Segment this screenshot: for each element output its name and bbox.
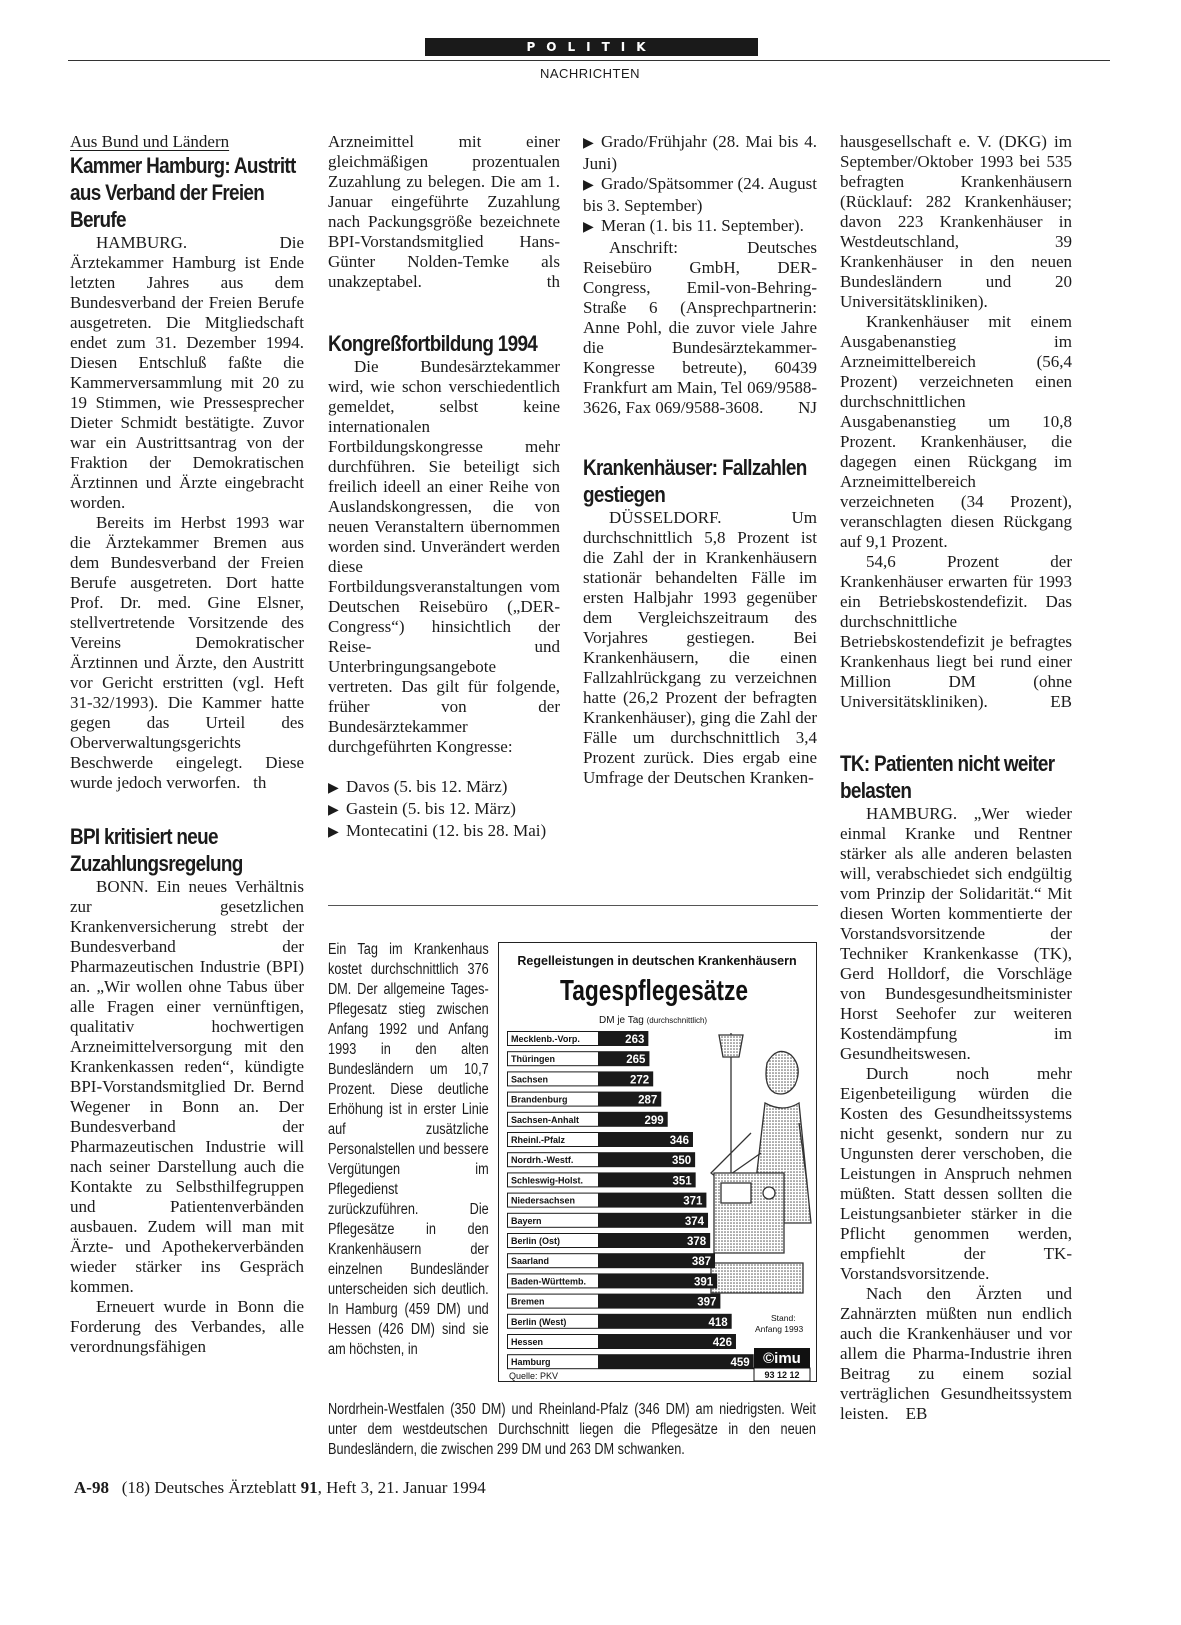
chart-supertitle: Regelleistungen in deutschen Krankenhäusern	[517, 954, 797, 968]
chart-code: 93 12 12	[764, 1370, 800, 1380]
list-item: ▶ Gastein (5. bis 12. März)	[328, 799, 560, 821]
stand-label: Stand:	[771, 1313, 796, 1323]
chart-title: Tagespflegesätze	[560, 975, 748, 1007]
header-rule	[68, 60, 1110, 61]
category-label: Bremen	[511, 1296, 545, 1307]
volume-number: 91	[300, 1478, 318, 1497]
list-item: ▶ Grado/Spätsommer (24. August bis 3. September)	[583, 174, 817, 215]
column-2	[328, 132, 560, 843]
category-label: Thüringen	[511, 1054, 555, 1065]
headline-kongressfortbildung: Kongreßfortbildung 1994	[328, 331, 538, 356]
value-label: 346	[669, 1135, 689, 1147]
chart-top-rule	[328, 905, 818, 906]
category-label: Berlin (Ost)	[511, 1236, 561, 1246]
triangle-bullet-icon: ▶	[328, 825, 339, 840]
value-label: 350	[671, 1155, 692, 1168]
article-paragraph: 54,6 Prozent der Krankenhäuser erwarten für 1993 ein Betriebskostendefizit. Das durchschnittliche Betriebskostendefizit je befragtes Krankenhaus liegt bei rund einer Million DM (ohne Universitätskliniken).	[840, 552, 1072, 711]
page-footer	[74, 1478, 486, 1498]
article-paragraph: BONN. Ein neues Verhältnis zur gesetzlichen Krankenversicherung strebt der Bundesverband der Pharmazeutischen Industrie (BPI) an. „Wir wollen ohne Tabus über alle Fragen einer vernünftigen, qualitativ hochwertigen Arzneimittelversorgung mit den Krankenkassen reden“, kündigte BPI-Vorstandsmitglied Dr. Bernd Wegener in Bonn an. Der Bundesverband der Pharmazeutischen Industrie will nach seiner Darstellung auch die Kontakte zu Selbsthilfegruppen und Patientenverbänden ausbauen. Zudem will man mit Ärzte- und Apothekerverbänden wieder stärker ins Gespräch kommen.	[70, 877, 304, 1296]
value-label: 299	[644, 1114, 664, 1127]
category-label: Saarland	[511, 1256, 550, 1267]
category-label: Baden-Württemb.	[511, 1276, 586, 1287]
section-banner: POLITIK	[425, 38, 758, 56]
value-label: 426	[712, 1337, 732, 1349]
category-label: Niedersachsen	[511, 1195, 576, 1206]
value-label: 391	[693, 1276, 714, 1289]
page-number: A-98	[74, 1478, 109, 1497]
article-paragraph: Arzneimittel mit einer gleichmäßigen prozentualen Zuzahlung zu belegen. Die am 1. Januar eingeführte Zuzahlung nach Packungsgröße bezeichnete BPI-Vorstandsmitglied Hans-Günter Nolden-Temke als unakzeptabel.	[328, 132, 560, 291]
article-paragraph: Bereits im Herbst 1993 war die Ärztekammer Bremen aus dem Bundesverband der Freien Berufe ausgetreten. Dort hatte Prof. Dr. med. Gine Elsner, stellvertretende Vorsitzende des Vereins Demokratischer Ärztinnen und Ärzte, den Austritt vor Gericht erstritten (vgl. Heft 31-32/1993). Die Kammer hatte gegen das Urteil des Oberverwaltungsgerichts Beschwerde eingelegt. Diese wurde jedoch verworfen. th	[70, 513, 304, 792]
value-label: 418	[708, 1316, 728, 1329]
list-item: ▶ Grado/Frühjahr (28. Mai bis 4. Juni)	[583, 132, 817, 173]
author-sign: NJ	[798, 398, 817, 417]
author-sign: EB	[905, 1404, 928, 1423]
chart-bottom-caption: Nordrhein-Westfalen (350 DM) und Rheinland-Pfalz (346 DM) am niedrigsten. Weit unter dem westdeutschen Durchschnitt liegen die Pflegesätze in den neuen Bundesländern, die zwischen 299 DM und 263 DM schwanken.	[328, 1401, 816, 1458]
value-label: 265	[626, 1054, 646, 1067]
headline-tk: TK: Patienten nicht weiter belasten	[840, 751, 1055, 803]
category-label: Rheinl.-Pfalz	[511, 1135, 566, 1145]
article-paragraph: hausgesellschaft e. V. (DKG) im September/Oktober 1993 bei 535 befragten Krankenhäusern (Rücklauf: 282 Krankenhäuser; davon 223 Krankenhäuser in Westdeutschland, 39 Krankenhäuser in den neuen Bundesländern und 20 Universitätskliniken).	[840, 132, 1072, 311]
headline-krankenhaeuser: Krankenhäuser: Fallzahlen gestiegen	[583, 455, 807, 507]
category-label: Mecklenb.-Vorp.	[511, 1034, 580, 1044]
category-label: Schleswig-Holst.	[511, 1175, 584, 1186]
category-label: Sachsen-Anhalt	[511, 1114, 580, 1125]
kicker: Aus Bund und Ländern	[70, 132, 230, 151]
article-paragraph: Durch noch mehr Eigenbeteiligung würden die Kosten des Gesundheitssystems nicht gesenkt, sondern nur zu Ungunsten derer verschoben, die Leistungen in Anspruch nehmen müßten. Statt dessen sollten die Leistungsanbieter stärker in die Pflicht genommen werden, empfiehlt der TK-Vorstandsvorsitzende.	[840, 1064, 1072, 1283]
chart-side-caption: Ein Tag im Krankenhaus kostet durchschnittlich 376 DM. Der allgemeine Tages-Pflegesatz stieg zwischen Anfang 1992 und Anfang 1993 in den alten Bundesländern um 10,7 Prozent. Diese deutliche Erhöhung ist in erster Linie auf zusätzliche Personalstellen und bessere Vergütungen im Pflegedienst zurückzuführen. Die Pflegesätze in den Krankenhäusern der einzelnen Bundesländer unterscheiden sich deutlich. In Hamburg (459 DM) und Hessen (426 DM) sind sie am höchsten, in	[328, 941, 489, 1358]
value-label: 287	[638, 1094, 658, 1107]
author-sign: th	[546, 272, 560, 291]
headline-kammer-hamburg: Kammer Hamburg: Austritt aus Verband der Freien Berufe	[70, 153, 296, 232]
article-paragraph: Die Bundesärztekammer wird, wie schon verschiedentlich gemeldet, selbst keine internationalen Fortbildungskongresse mehr durchführen. Sie beteiligt sich freilich ideell an einer Reihe von Auslandskongressen, die von neuen Veranstaltern übernommen worden sind. Unverändert werden diese Fortbildungsveranstaltungen vom Deutschen Reisebüro („DER-Congress“) hinsichtlich der Reise- und Unterbringungsangebote vertreten. Das gilt für folgende, früher von der Bundesärztekammer durchgeführten Kongresse:	[328, 357, 560, 756]
issue-text: , Heft 3, 21. Januar 1994	[317, 1478, 486, 1497]
list-item: ▶ Montecatini (12. bis 28. Mai)	[328, 821, 560, 843]
congress-list	[328, 777, 560, 843]
list-item: ▶ Meran (1. bis 11. September).	[583, 216, 817, 238]
column-1	[70, 132, 304, 1357]
triangle-bullet-icon: ▶	[328, 781, 339, 796]
article-paragraph: Erneuert wurde in Bonn die Forderung des Verbandes, alle verordnungsfähigen	[70, 1297, 304, 1356]
value-label: 374	[684, 1215, 705, 1228]
value-label: 263	[625, 1034, 645, 1046]
article-paragraph: DÜSSELDORF. Um durchschnittlich 5,8 Prozent ist die Zahl der in Krankenhäusern stationär behandelten Fälle im ersten Halbjahr 1993 gegenüber dem Vergleichszeitraum des Vorjahres gestiegen. Bei Krankenhäusern, die einen Fallzahlrückgang zu verzeichnen hatte (26,2 Prozent der befragten Krankenhäuser), ging die Zahl der Fälle um durchschnittlich 3,4 Prozent zurück. Dies ergab eine Umfrage der Deutschen Kranken-	[583, 508, 817, 787]
article-paragraph: HAMBURG. „Wer wieder einmal Kranke und Rentner stärker als alle anderen belasten will, verabschiedet sich endgültig vom Prinzip der Solidarität.“ Mit diesen Worten kommentierte der Vorstandsvorsitzende der Techniker Krankenkasse (TK), Gerd Holldorf, die Vorschläge von Bundesgesundheitsminister Horst Seehofer zur weiteren Kostendämpfung im Gesundheitswesen.	[840, 804, 1072, 1063]
triangle-bullet-icon: ▶	[328, 803, 339, 818]
tagespflegesaetze-chart	[498, 942, 817, 1382]
journal-text: (18) Deutsches Ärzteblatt	[121, 1478, 297, 1497]
value-label: 351	[672, 1175, 692, 1188]
author-sign: th	[253, 773, 267, 792]
chart-source: Quelle: PKV	[509, 1371, 559, 1381]
triangle-bullet-icon: ▶	[583, 220, 594, 235]
category-label: Brandenburg	[511, 1094, 568, 1105]
value-label: 387	[691, 1256, 712, 1269]
category-label: Hessen	[511, 1337, 544, 1347]
category-label: Nordrh.-Westf.	[511, 1155, 574, 1166]
column-4	[840, 132, 1072, 1424]
svg-text:DM je Tag (durchschnittl	[599, 1015, 707, 1026]
value-label: 272	[630, 1074, 650, 1087]
stand-value: Anfang 1993	[755, 1324, 804, 1334]
list-item: ▶ Davos (5. bis 12. März)	[328, 777, 560, 799]
subsection-label: NACHRICHTEN	[539, 66, 641, 81]
column-3	[583, 132, 817, 788]
chart-unit-note: (durchschnittlich)	[646, 1016, 708, 1025]
value-label: 378	[686, 1236, 707, 1248]
nurse-illustration	[711, 1033, 811, 1293]
congress-list-continued	[583, 132, 817, 238]
chart-unit-label: DM je Tag	[599, 1015, 644, 1026]
category-label: Hamburg	[511, 1357, 551, 1368]
value-label: 371	[683, 1195, 703, 1208]
address-paragraph: Anschrift: Deutsches Reisebüro GmbH, DER-Congress, Emil-von-Behring-Straße 6 (Ansprechpartnerin: Anne Pohl, die zuvor viele Jahre die Bundesärztekammer-Kongresse betreute), 60439 Frankfurt am Main, Tel 069/9588-3626, Fax 069/9588-3608.	[583, 238, 817, 417]
article-paragraph: Nach den Ärzten und Zahnärzten müßten nun endlich auch die Krankenhäuser und vor allem die Pharma-Industrie ihren Beitrag zu einem sozial verträglichen Gesundheitssystem leisten. EB	[840, 1284, 1072, 1423]
value-label: 397	[697, 1296, 717, 1309]
article-paragraph: HAMBURG. Die Ärztekammer Hamburg ist Ende letzten Jahres aus dem Bundesverband der Freien Berufe ausgetreten. Die Mitgliedschaft endet zum 31. Dezember 1994. Diesen Entschluß faßte die Kammerversammlung mit 20 zu 19 Stimmen, wie Pressesprecher Dieter Schmidt bestätigte. Zuvor war ein Austrittsantrag von der Fraktion der Demokratischen Ärztinnen und Ärzte eingebracht worden.	[70, 233, 304, 512]
chart-svg	[499, 943, 816, 1381]
author-sign: EB	[1050, 692, 1072, 711]
category-label: Bayern	[511, 1215, 542, 1226]
imu-logo: ©imu	[763, 1350, 801, 1367]
article-paragraph: Krankenhäuser mit einem Ausgabenanstieg im Arzneimittelbereich (56,4 Prozent) verzeichneten einen durchschnittlichen Ausgabenanstieg um 10,8 Prozent. Krankenhäuser, die dagegen einen Rückgang im Arzneimittelbereich verzeichneten (34 Prozent), veranschlagten diesen Rückgang auf 9,1 Prozent.	[840, 312, 1072, 551]
triangle-bullet-icon: ▶	[583, 136, 594, 151]
category-label: Sachsen	[511, 1074, 549, 1085]
headline-bpi: BPI kritisiert neue Zuzahlungsregelung	[70, 824, 243, 876]
triangle-bullet-icon: ▶	[583, 178, 594, 193]
category-label: Berlin (West)	[511, 1316, 567, 1327]
value-label: 459	[730, 1357, 750, 1370]
